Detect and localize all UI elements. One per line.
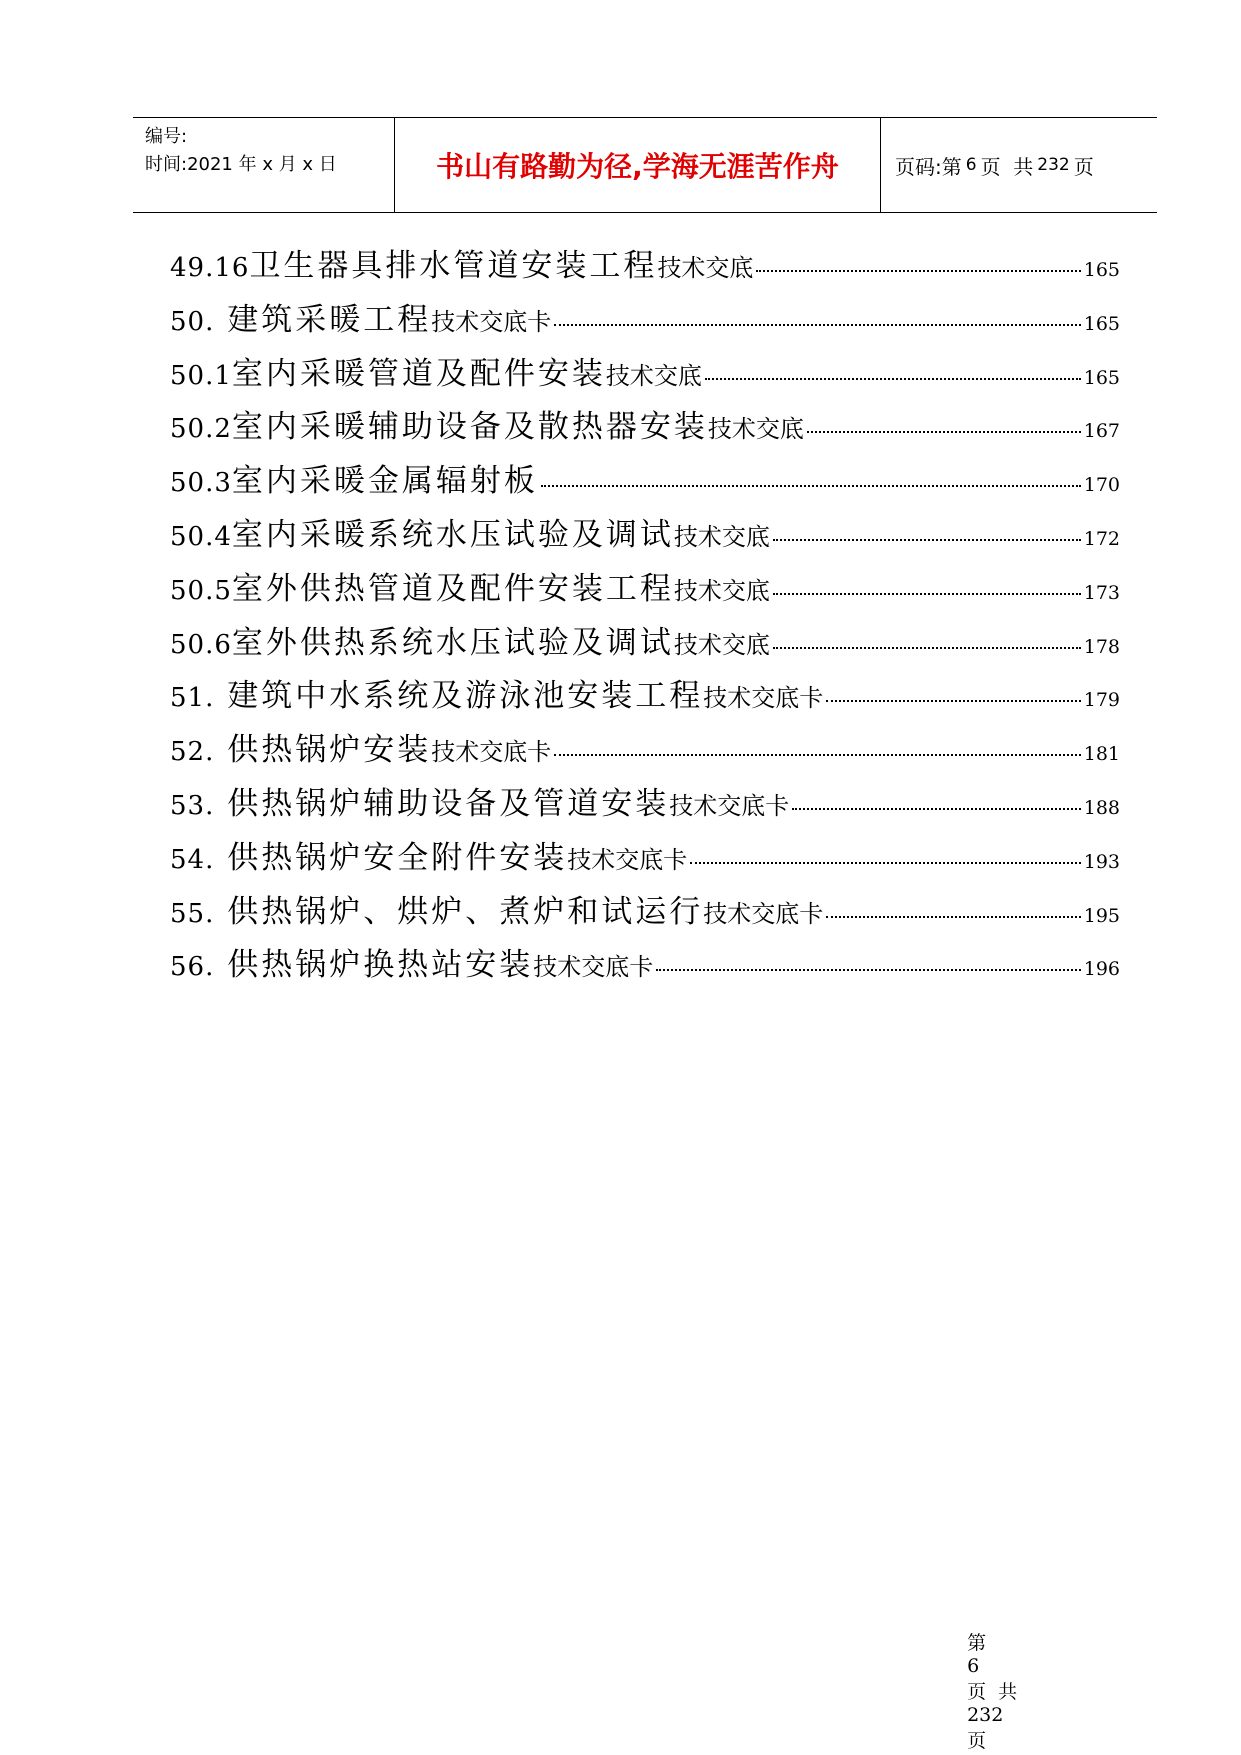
toc-entry-subtitle: 技术交底卡 <box>703 684 824 713</box>
page-footer <box>955 1606 1017 1753</box>
toc-entry-title: 建筑中水系统及游泳池安装工程 <box>214 678 704 715</box>
toc-leader-dots <box>826 916 1081 918</box>
toc-leader-dots <box>756 270 1080 272</box>
toc-entry-subtitle: 技术交底卡 <box>431 738 552 767</box>
footer-current: 6 <box>967 1655 980 1677</box>
toc-entry[interactable] <box>170 670 1120 724</box>
toc-leader-dots <box>773 647 1081 649</box>
toc-entry[interactable] <box>170 240 1120 294</box>
toc-entry[interactable] <box>170 401 1120 455</box>
toc-entry-subtitle: 技术交底卡 <box>669 791 790 820</box>
page-mid: 页 共 <box>980 154 1034 179</box>
time-label: 时间:2021 年 x 月 x 日 <box>145 154 337 175</box>
toc-entry-title: 室内采暖金属辐射板 <box>231 463 538 500</box>
code-label: 编号: <box>145 126 188 147</box>
toc-entry-number: 50.4 <box>170 521 232 552</box>
toc-entry[interactable] <box>170 724 1120 778</box>
toc-entry[interactable] <box>170 886 1120 940</box>
toc-leader-dots <box>807 431 1081 433</box>
toc-entry-number: 50.2 <box>170 414 232 445</box>
toc-entry-page: 179 <box>1083 689 1120 712</box>
toc-entry-title: 室内采暖管道及配件安装 <box>231 355 606 392</box>
footer-prefix: 第 <box>967 1632 987 1654</box>
toc-leader-dots <box>554 324 1081 326</box>
toc-entry-page: 165 <box>1083 312 1120 335</box>
toc-entry-title: 室内采暖系统水压试验及调试 <box>231 516 674 553</box>
footer-suffix: 页 <box>967 1730 987 1752</box>
toc-entry-page: 178 <box>1083 635 1120 658</box>
toc-entry-page: 170 <box>1083 474 1120 497</box>
toc-entry-title: 供热锅炉辅助设备及管道安装 <box>214 785 670 822</box>
page-suffix: 页 <box>1073 154 1094 179</box>
toc-entry-title: 供热锅炉安装 <box>214 732 432 769</box>
motto-text: 书山有路勤为径,学海无涯苦作舟 <box>436 150 839 183</box>
toc-entry-subtitle: 技术交底卡 <box>703 899 824 928</box>
toc-leader-dots <box>826 700 1081 702</box>
toc-entry-number: 52. <box>170 737 215 768</box>
toc-entry-page: 181 <box>1083 743 1120 766</box>
toc-entry-number: 50.3 <box>170 468 232 499</box>
toc-entry-subtitle: 技术交底 <box>657 254 754 282</box>
toc-entry-number: 56. <box>170 952 215 983</box>
toc-leader-dots <box>690 862 1081 864</box>
toc-leader-dots <box>554 754 1081 756</box>
toc-entry-page: 172 <box>1083 527 1120 550</box>
toc-entry-number: 50. <box>170 306 215 337</box>
toc-entry-title: 卫生器具排水管道安装工程 <box>249 248 658 284</box>
toc-leader-dots <box>792 808 1081 810</box>
footer-total: 232 <box>967 1704 1004 1726</box>
toc-entry-page: 188 <box>1083 796 1120 819</box>
toc-entry-subtitle: 技术交底卡 <box>533 953 654 982</box>
footer-mid: 页 共 <box>967 1681 1018 1703</box>
toc-entry-title: 供热锅炉、烘炉、煮炉和试运行 <box>214 893 704 930</box>
table-of-contents <box>170 240 1120 993</box>
toc-entry[interactable] <box>170 832 1120 886</box>
toc-leader-dots <box>773 593 1081 595</box>
toc-entry-subtitle: 技术交底 <box>673 576 770 605</box>
toc-entry-subtitle: 技术交底 <box>707 415 804 444</box>
toc-entry-title: 供热锅炉安全附件安装 <box>214 839 568 876</box>
toc-entry-number: 51. <box>170 683 215 714</box>
toc-entry-number: 53. <box>170 790 215 821</box>
toc-leader-dots <box>705 378 1081 380</box>
toc-entry[interactable] <box>170 455 1120 509</box>
toc-entry-number: 50.5 <box>170 575 232 606</box>
toc-entry-subtitle: 技术交底卡 <box>567 845 688 874</box>
toc-entry-subtitle: 技术交底 <box>673 630 770 659</box>
page-current: 6 <box>965 155 977 175</box>
toc-entry[interactable] <box>170 509 1120 563</box>
toc-entry[interactable] <box>170 563 1120 617</box>
toc-entry-number: 49.16 <box>170 253 250 283</box>
toc-entry[interactable] <box>170 939 1120 993</box>
toc-entry-title: 建筑采暖工程 <box>214 301 432 338</box>
toc-entry-number: 54. <box>170 844 215 875</box>
header-meta <box>133 118 395 212</box>
toc-leader-dots <box>541 485 1081 487</box>
toc-entry-subtitle: 技术交底 <box>673 522 770 551</box>
toc-entry-page: 167 <box>1083 420 1120 443</box>
toc-entry-subtitle: 技术交底卡 <box>431 307 552 336</box>
toc-entry-title: 供热锅炉换热站安装 <box>214 947 534 984</box>
toc-entry-page: 165 <box>1083 366 1120 389</box>
page-header <box>133 117 1157 213</box>
toc-entry-number: 50.6 <box>170 629 232 660</box>
toc-entry-subtitle: 技术交底 <box>605 361 702 390</box>
header-motto <box>395 118 881 212</box>
toc-entry-number: 50.1 <box>170 360 232 391</box>
toc-leader-dots <box>773 539 1081 541</box>
toc-entry-title: 室内采暖辅助设备及散热器安装 <box>231 409 708 446</box>
toc-entry-page: 165 <box>1083 259 1120 281</box>
toc-leader-dots <box>656 969 1081 971</box>
toc-entry[interactable] <box>170 348 1120 402</box>
toc-entry-page: 196 <box>1083 958 1120 981</box>
page-prefix: 页码:第 <box>895 154 962 179</box>
toc-entry-page: 173 <box>1083 581 1120 604</box>
header-page-info <box>881 118 1157 212</box>
page-total: 232 <box>1037 155 1070 175</box>
toc-entry-title: 室外供热系统水压试验及调试 <box>231 624 674 661</box>
toc-entry-title: 室外供热管道及配件安装工程 <box>231 570 674 607</box>
toc-entry-page: 195 <box>1083 904 1120 927</box>
toc-entry-number: 55. <box>170 898 215 929</box>
toc-entry-page: 193 <box>1083 850 1120 873</box>
toc-entry[interactable] <box>170 778 1120 832</box>
toc-entry[interactable] <box>170 617 1120 671</box>
toc-entry[interactable] <box>170 294 1120 348</box>
